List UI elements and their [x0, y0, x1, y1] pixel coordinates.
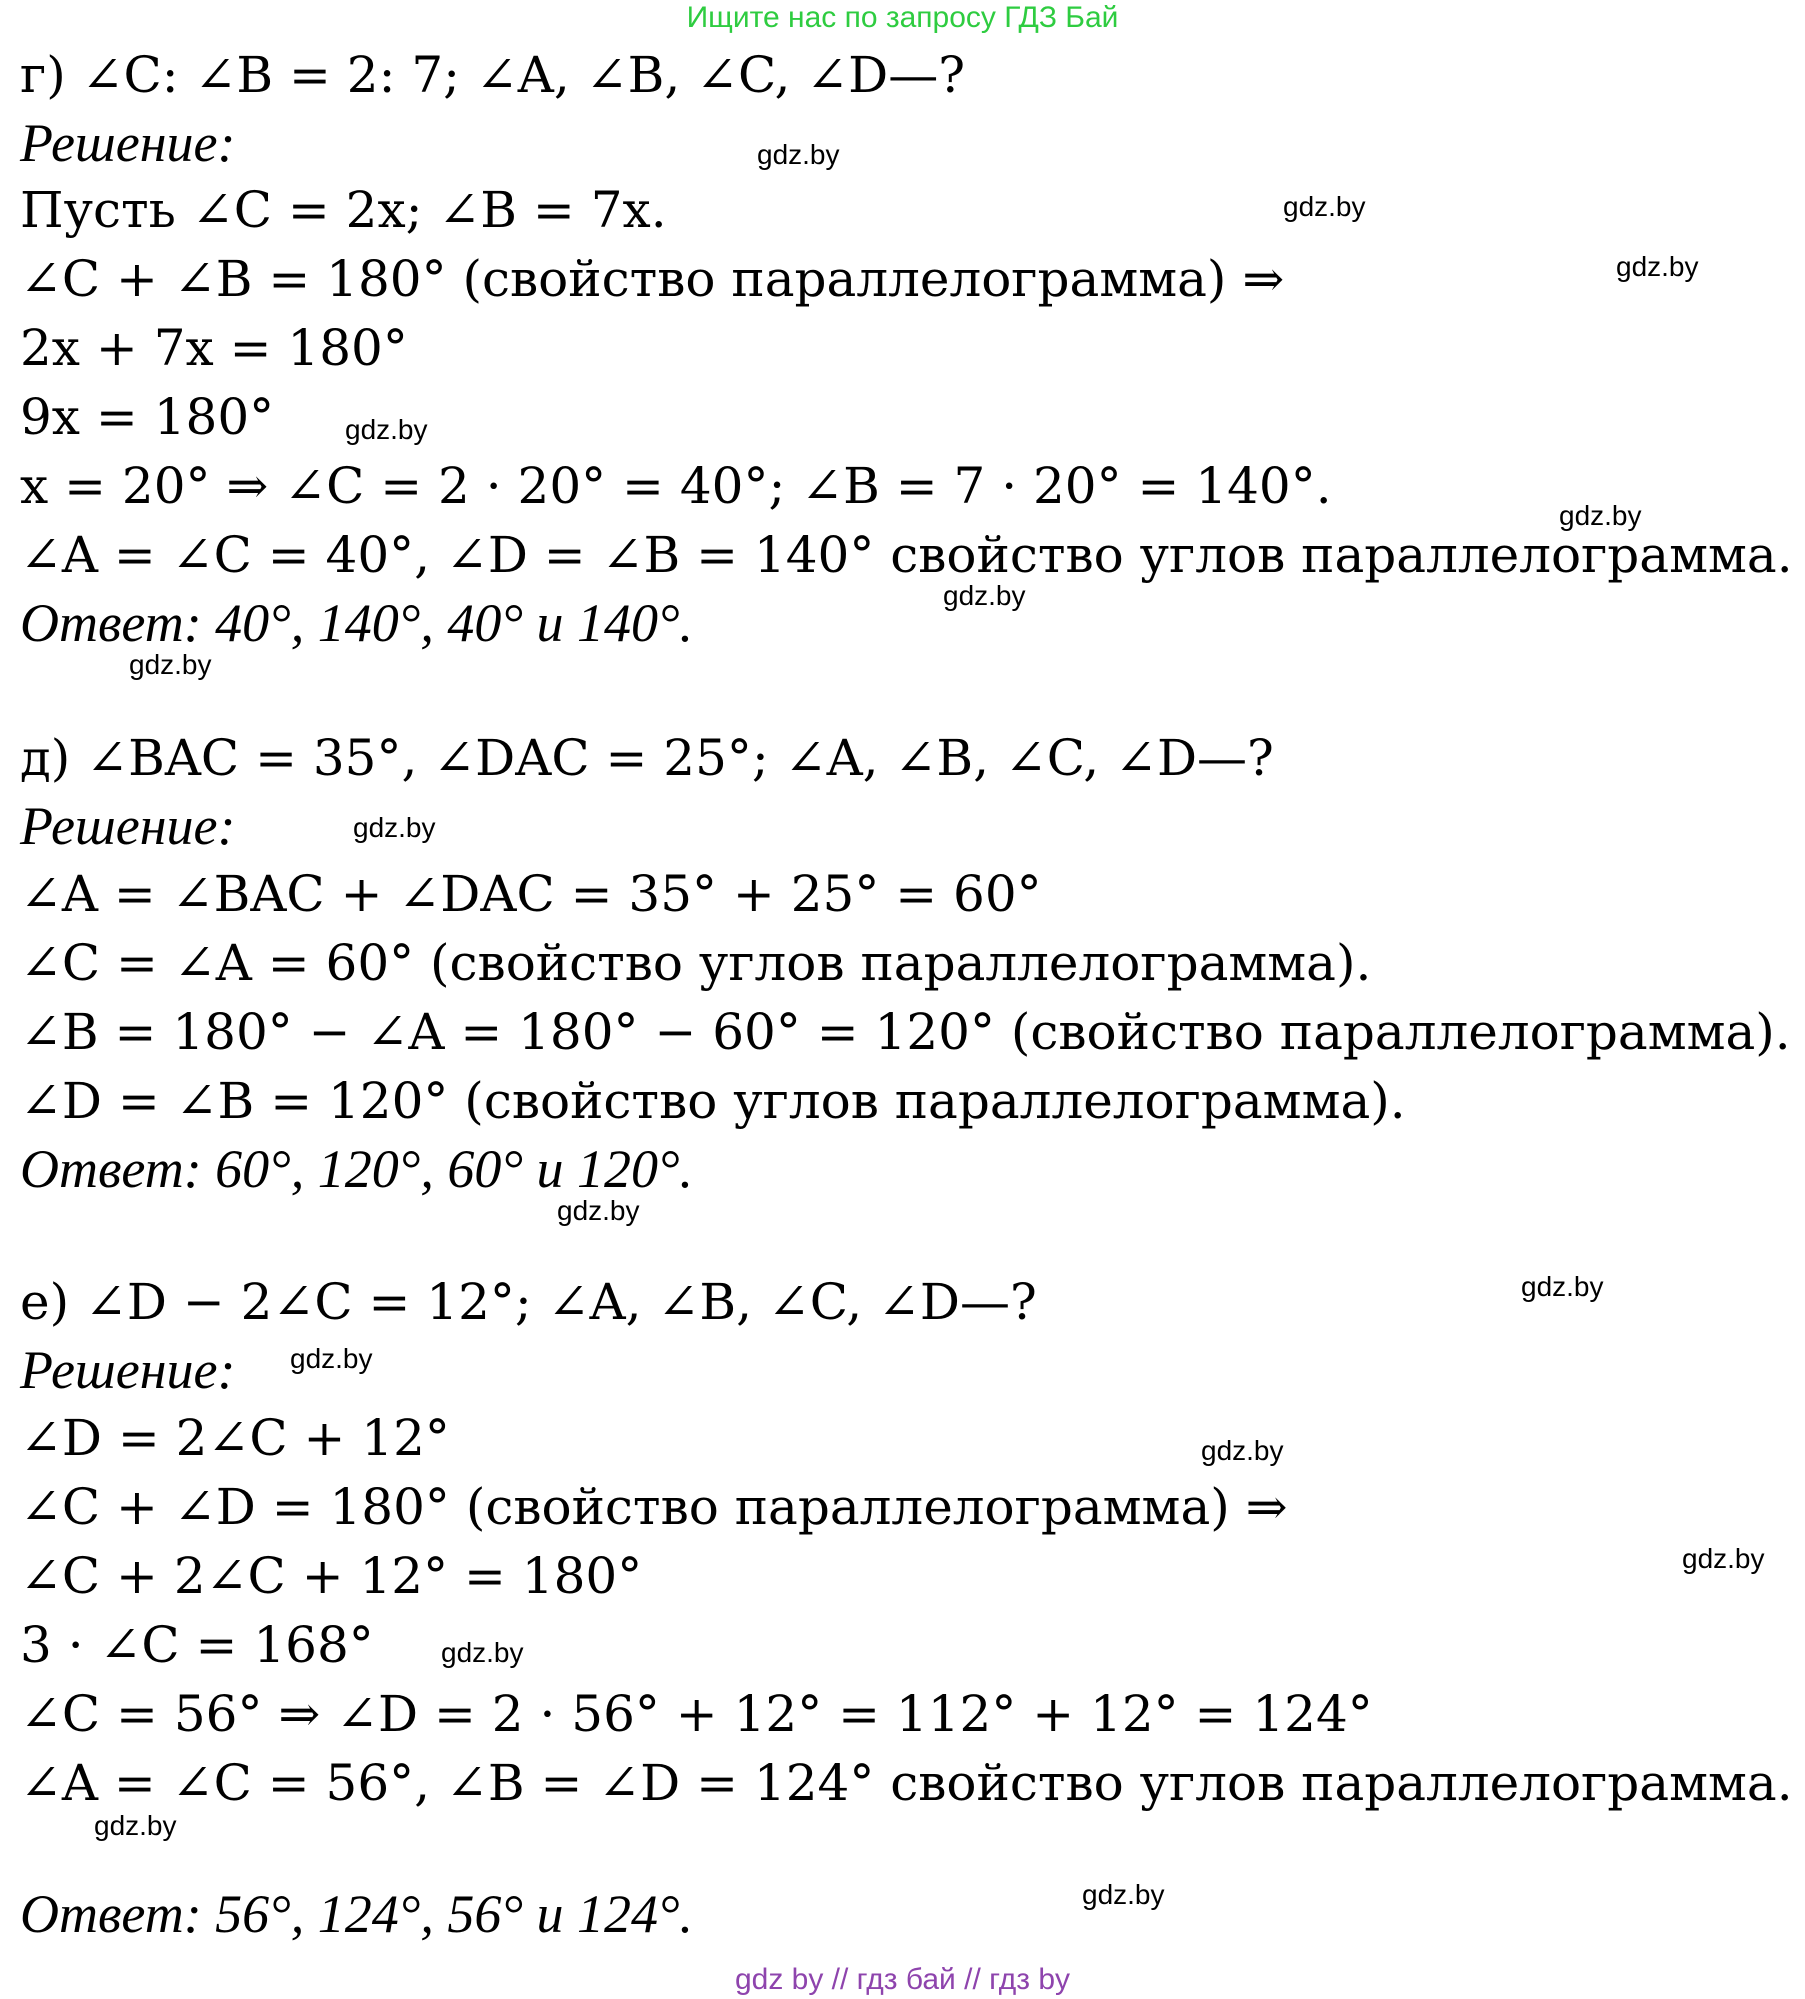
footer-links[interactable]: gdz by // гдз бай // гдз by: [734, 1963, 1071, 1996]
task-e-step: ∠C = 56° ⇒ ∠D = 2 · 56° + 12° = 112° + 12° = 124°: [20, 1685, 1373, 1743]
task-g-solution-heading: Решение:: [20, 113, 236, 173]
task-g-step: x = 20° ⇒ ∠C = 2 · 20° = 40°; ∠B = 7 · 20° = 140°.: [20, 457, 1332, 515]
task-e-step: ∠A = ∠C = 56°, ∠B = ∠D = 124° свойство углов параллелограмма.: [20, 1754, 1793, 1812]
watermark: gdz.by: [94, 1810, 177, 1841]
task-d-answer: Ответ: 60°, 120°, 60° и 120°.: [20, 1139, 694, 1199]
watermark: gdz.by: [345, 414, 428, 445]
task-d-step: ∠A = ∠BAC + ∠DAC = 35° + 25° = 60°: [20, 865, 1042, 923]
watermark: gdz.by: [1082, 1879, 1165, 1910]
watermark: gdz.by: [353, 812, 436, 843]
watermark: gdz.by: [441, 1637, 524, 1668]
task-d-solution-heading: Решение:: [20, 796, 236, 856]
task-d-step: ∠B = 180° − ∠A = 180° − 60° = 120° (свойство параллелограмма).: [20, 1003, 1791, 1061]
search-banner[interactable]: Ищите нас по запросу ГДЗ Бай: [686, 1, 1119, 34]
task-e-step: ∠D = 2∠C + 12°: [20, 1409, 450, 1467]
watermark: gdz.by: [1559, 500, 1642, 531]
watermark: gdz.by: [1283, 191, 1366, 222]
task-g-step: 9x = 180°: [20, 388, 275, 446]
task-g-step: Пусть ∠C = 2x; ∠B = 7x.: [20, 181, 667, 239]
task-e-condition: е) ∠D − 2∠C = 12°; ∠A, ∠B, ∠C, ∠D—?: [20, 1273, 1037, 1331]
task-e-step: ∠C + ∠D = 180° (свойство параллелограмма) ⇒: [20, 1478, 1288, 1536]
task-g-step: ∠C + ∠B = 180° (свойство параллелограмма) ⇒: [20, 250, 1285, 308]
watermark: gdz.by: [757, 139, 840, 170]
task-d-step: ∠C = ∠A = 60° (свойство углов параллелограмма).: [20, 934, 1372, 992]
task-d-step: ∠D = ∠B = 120° (свойство углов параллелограмма).: [20, 1072, 1406, 1130]
watermark: gdz.by: [1616, 251, 1699, 282]
watermark: gdz.by: [1201, 1435, 1284, 1466]
task-g-answer: Ответ: 40°, 140°, 40° и 140°.: [20, 593, 694, 653]
watermark: gdz.by: [1682, 1543, 1765, 1574]
task-e-solution-heading: Решение:: [20, 1340, 236, 1400]
task-d-condition: д) ∠BAC = 35°, ∠DAC = 25°; ∠A, ∠B, ∠C, ∠D—?: [20, 729, 1274, 787]
task-e-step: ∠C + 2∠C + 12° = 180°: [20, 1547, 643, 1605]
task-e-answer: Ответ: 56°, 124°, 56° и 124°.: [20, 1884, 694, 1944]
watermark: gdz.by: [557, 1195, 640, 1226]
watermark: gdz.by: [290, 1343, 373, 1374]
watermark: gdz.by: [943, 580, 1026, 611]
task-g-condition: г) ∠C: ∠B = 2: 7; ∠A, ∠B, ∠C, ∠D—?: [20, 46, 966, 104]
watermark: gdz.by: [1521, 1271, 1604, 1302]
task-g-step: ∠A = ∠C = 40°, ∠D = ∠B = 140° свойство углов параллелограмма.: [20, 526, 1793, 584]
watermark: gdz.by: [129, 649, 212, 680]
task-g-step: 2x + 7x = 180°: [20, 319, 408, 377]
task-e-step: 3 · ∠C = 168°: [20, 1616, 374, 1674]
